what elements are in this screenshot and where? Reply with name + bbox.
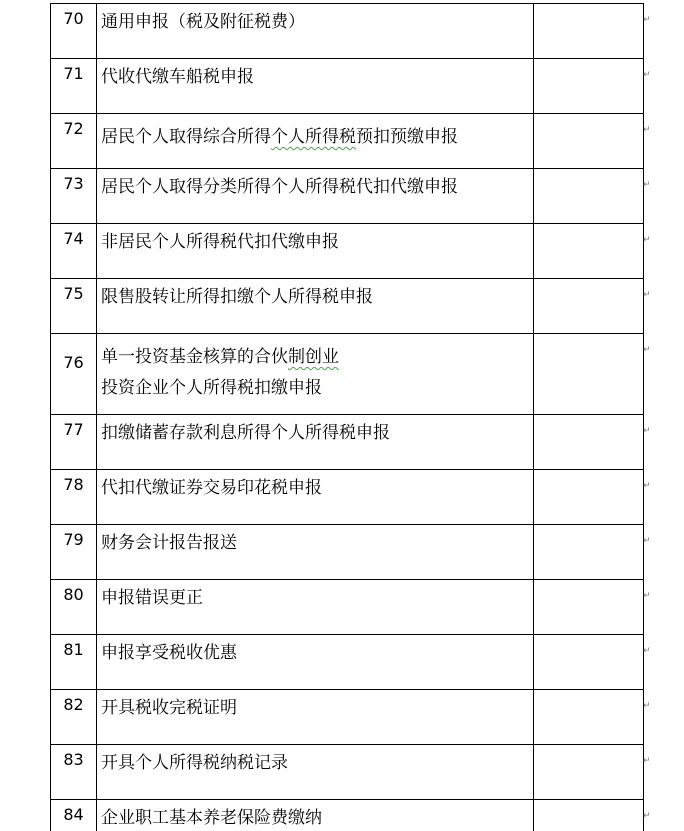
row-number: 74 bbox=[63, 224, 83, 248]
service-item-text bbox=[101, 334, 533, 401]
blank-cell bbox=[534, 415, 644, 470]
table-row bbox=[51, 690, 644, 745]
row-number: 84 bbox=[63, 800, 83, 824]
table-row bbox=[51, 59, 644, 114]
text-segment: 单一投资基金核算的合伙 bbox=[101, 339, 288, 370]
row-number: 81 bbox=[63, 635, 83, 659]
service-item-text: 居民个人取得分类所得个人所得税代扣代缴申报 bbox=[101, 169, 458, 200]
service-item-cell bbox=[97, 745, 534, 800]
service-item-cell bbox=[97, 4, 534, 59]
blank-cell bbox=[534, 224, 644, 279]
table-row bbox=[51, 4, 644, 59]
table-row bbox=[51, 279, 644, 334]
paragraph-mark-icon: ↵ bbox=[643, 702, 651, 711]
row-number: 70 bbox=[63, 4, 83, 28]
row-number-cell bbox=[51, 279, 97, 334]
blank-cell bbox=[534, 690, 644, 745]
service-item-text: 企业职工基本养老保险费缴纳 bbox=[101, 800, 322, 831]
table-row bbox=[51, 415, 644, 470]
service-item-cell bbox=[97, 415, 534, 470]
paragraph-mark-icon: ↵ bbox=[643, 812, 651, 821]
service-item-text: 申报错误更正 bbox=[101, 580, 203, 611]
blank-cell bbox=[534, 635, 644, 690]
row-number-cell bbox=[51, 169, 97, 224]
blank-cell bbox=[534, 4, 644, 59]
row-number-cell bbox=[51, 580, 97, 635]
paragraph-mark-icon: ↵ bbox=[643, 16, 651, 25]
spellcheck-marked-text: 制创业 bbox=[288, 339, 339, 370]
row-number: 79 bbox=[63, 525, 83, 549]
row-number: 76 bbox=[63, 334, 83, 372]
row-number-cell bbox=[51, 415, 97, 470]
blank-cell bbox=[534, 580, 644, 635]
row-number: 83 bbox=[63, 745, 83, 769]
text-segment: 预扣预缴申报 bbox=[356, 119, 458, 150]
paragraph-mark-icon: ↵ bbox=[643, 126, 651, 135]
service-item-cell bbox=[97, 800, 534, 831]
row-number: 72 bbox=[63, 114, 83, 138]
service-item-text: 通用申报（税及附征税费） bbox=[101, 4, 305, 35]
table-row bbox=[51, 800, 644, 831]
table-row bbox=[51, 334, 644, 415]
blank-cell bbox=[534, 800, 644, 831]
paragraph-mark-icon: ↵ bbox=[643, 592, 651, 601]
paragraph-mark-icon: ↵ bbox=[643, 757, 651, 766]
row-number-cell bbox=[51, 114, 97, 169]
paragraph-mark-icon: ↵ bbox=[643, 181, 651, 190]
paragraph-mark-icon: ↵ bbox=[643, 427, 651, 436]
service-item-text: 限售股转让所得扣缴个人所得税申报 bbox=[101, 279, 373, 310]
service-item-cell bbox=[97, 635, 534, 690]
row-number-cell bbox=[51, 470, 97, 525]
paragraph-mark-icon: ↵ bbox=[643, 482, 651, 491]
blank-cell bbox=[534, 745, 644, 800]
service-item-text: 代收代缴车船税申报 bbox=[101, 59, 254, 90]
service-item-cell bbox=[97, 169, 534, 224]
service-item-text: 扣缴储蓄存款利息所得个人所得税申报 bbox=[101, 415, 390, 446]
service-item-text: 申报享受税收优惠 bbox=[101, 635, 237, 666]
paragraph-mark-icon: ↵ bbox=[643, 236, 651, 245]
service-item-text bbox=[101, 114, 458, 150]
table-row bbox=[51, 224, 644, 279]
table-row bbox=[51, 525, 644, 580]
tax-service-table bbox=[50, 3, 644, 831]
service-item-cell bbox=[97, 279, 534, 334]
paragraph-mark-icon: ↵ bbox=[643, 537, 651, 546]
service-item-cell bbox=[97, 114, 534, 169]
row-number-cell bbox=[51, 334, 97, 415]
service-item-cell bbox=[97, 59, 534, 114]
row-number: 73 bbox=[63, 169, 83, 193]
table-row bbox=[51, 114, 644, 169]
service-item-text: 财务会计报告报送 bbox=[101, 525, 237, 556]
row-number-cell bbox=[51, 690, 97, 745]
row-number: 82 bbox=[63, 690, 83, 714]
spellcheck-marked-text: 个人所得税 bbox=[271, 119, 356, 150]
blank-cell bbox=[534, 525, 644, 580]
table-row bbox=[51, 169, 644, 224]
paragraph-mark-icon: ↵ bbox=[643, 71, 651, 80]
row-number: 71 bbox=[63, 59, 83, 83]
paragraph-mark-icon: ↵ bbox=[643, 291, 651, 300]
row-number-cell bbox=[51, 745, 97, 800]
row-number: 78 bbox=[63, 470, 83, 494]
blank-cell bbox=[534, 59, 644, 114]
blank-cell bbox=[534, 169, 644, 224]
service-item-text: 代扣代缴证券交易印花税申报 bbox=[101, 470, 322, 501]
row-number: 77 bbox=[63, 415, 83, 439]
row-number: 80 bbox=[63, 580, 83, 604]
row-number-cell bbox=[51, 4, 97, 59]
service-item-text: 开具个人所得税纳税记录 bbox=[101, 745, 288, 776]
service-item-cell bbox=[97, 580, 534, 635]
row-number-cell bbox=[51, 800, 97, 831]
table-row bbox=[51, 470, 644, 525]
text-segment: 居民个人取得综合所得 bbox=[101, 119, 271, 150]
row-number-cell bbox=[51, 224, 97, 279]
row-number-cell bbox=[51, 525, 97, 580]
row-number-cell bbox=[51, 59, 97, 114]
row-number-cell bbox=[51, 635, 97, 690]
blank-cell bbox=[534, 470, 644, 525]
table-row bbox=[51, 635, 644, 690]
blank-cell bbox=[534, 114, 644, 169]
paragraph-mark-icon: ↵ bbox=[643, 647, 651, 656]
row-number: 75 bbox=[63, 279, 83, 303]
service-item-cell bbox=[97, 690, 534, 745]
service-item-cell bbox=[97, 224, 534, 279]
service-item-text: 非居民个人所得税代扣代缴申报 bbox=[101, 224, 339, 255]
service-item-cell bbox=[97, 470, 534, 525]
table-row bbox=[51, 580, 644, 635]
service-item-cell bbox=[97, 525, 534, 580]
blank-cell bbox=[534, 279, 644, 334]
paragraph-mark-icon: ↵ bbox=[643, 346, 651, 355]
table-row bbox=[51, 745, 644, 800]
service-item-cell bbox=[97, 334, 534, 415]
text-segment: 投资企业个人所得税扣缴申报 bbox=[101, 370, 322, 401]
service-item-text: 开具税收完税证明 bbox=[101, 690, 237, 721]
blank-cell bbox=[534, 334, 644, 415]
